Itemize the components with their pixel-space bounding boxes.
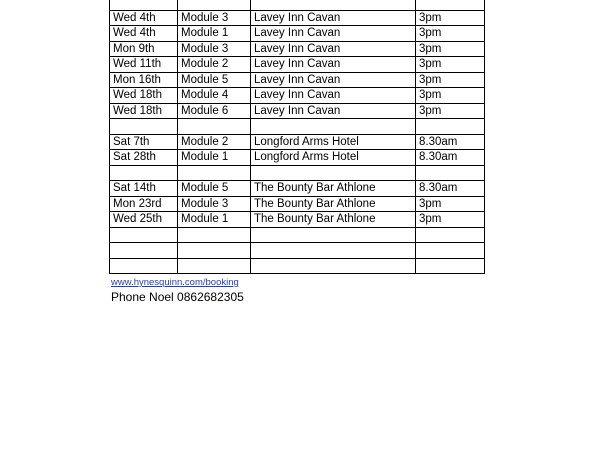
date-cell: Wed 18th bbox=[110, 103, 178, 119]
module-cell: Module 2 bbox=[178, 134, 251, 150]
date-cell: Mon 16th bbox=[110, 72, 178, 88]
date-cell bbox=[110, 0, 178, 10]
date-cell: Mon 23rd bbox=[110, 196, 178, 212]
schedule-table bbox=[109, 0, 485, 274]
module-cell bbox=[178, 243, 251, 259]
time-cell: 3pm bbox=[416, 103, 485, 119]
time-cell: 3pm bbox=[416, 10, 485, 26]
venue-cell: Lavey Inn Cavan bbox=[251, 41, 416, 57]
venue-cell: Lavey Inn Cavan bbox=[251, 10, 416, 26]
module-cell: Module 4 bbox=[178, 88, 251, 104]
time-cell bbox=[416, 227, 485, 243]
time-cell: 8.30am bbox=[416, 134, 485, 150]
date-cell bbox=[110, 258, 178, 274]
module-cell: Module 5 bbox=[178, 72, 251, 88]
time-cell: 8.30am bbox=[416, 150, 485, 166]
time-cell bbox=[416, 243, 485, 259]
venue-cell bbox=[251, 119, 416, 135]
table-row bbox=[110, 196, 485, 212]
date-cell: Sat 28th bbox=[110, 150, 178, 166]
time-cell: 3pm bbox=[416, 88, 485, 104]
time-cell: 3pm bbox=[416, 72, 485, 88]
table-row bbox=[110, 26, 485, 42]
table-row bbox=[110, 134, 485, 150]
date-cell: Wed 4th bbox=[110, 10, 178, 26]
table-row bbox=[110, 119, 485, 135]
time-cell bbox=[416, 0, 485, 10]
venue-cell bbox=[251, 258, 416, 274]
module-cell bbox=[178, 258, 251, 274]
time-cell bbox=[416, 258, 485, 274]
table-row bbox=[110, 150, 485, 166]
schedule-body bbox=[110, 0, 485, 274]
time-cell: 3pm bbox=[416, 212, 485, 228]
venue-cell bbox=[251, 165, 416, 181]
venue-cell: Lavey Inn Cavan bbox=[251, 26, 416, 42]
table-row bbox=[110, 165, 485, 181]
module-cell bbox=[178, 227, 251, 243]
table-row bbox=[110, 258, 485, 274]
venue-cell: Longford Arms Hotel bbox=[251, 134, 416, 150]
venue-cell: Lavey Inn Cavan bbox=[251, 72, 416, 88]
module-cell: Module 5 bbox=[178, 181, 251, 197]
venue-cell bbox=[251, 0, 416, 10]
module-cell: Module 2 bbox=[178, 57, 251, 73]
module-cell: Module 1 bbox=[178, 212, 251, 228]
venue-cell: The Bounty Bar Athlone bbox=[251, 212, 416, 228]
module-cell bbox=[178, 0, 251, 10]
table-row bbox=[110, 103, 485, 119]
booking-link[interactable]: www.hynesquinn.com/booking bbox=[111, 277, 239, 288]
date-cell: Sat 14th bbox=[110, 181, 178, 197]
phone-contact: Phone Noel 0862682305 bbox=[111, 290, 244, 304]
venue-cell: Lavey Inn Cavan bbox=[251, 88, 416, 104]
module-cell bbox=[178, 165, 251, 181]
date-cell bbox=[110, 119, 178, 135]
module-cell: Module 1 bbox=[178, 26, 251, 42]
table-row bbox=[110, 227, 485, 243]
module-cell: Module 3 bbox=[178, 10, 251, 26]
time-cell bbox=[416, 165, 485, 181]
table-row bbox=[110, 181, 485, 197]
time-cell bbox=[416, 119, 485, 135]
time-cell: 3pm bbox=[416, 41, 485, 57]
table-row bbox=[110, 88, 485, 104]
date-cell bbox=[110, 243, 178, 259]
table-row bbox=[110, 41, 485, 57]
module-cell bbox=[178, 119, 251, 135]
table-row bbox=[110, 10, 485, 26]
table-row bbox=[110, 0, 485, 10]
table-row bbox=[110, 72, 485, 88]
venue-cell bbox=[251, 243, 416, 259]
venue-cell: The Bounty Bar Athlone bbox=[251, 196, 416, 212]
venue-cell bbox=[251, 227, 416, 243]
module-cell: Module 3 bbox=[178, 41, 251, 57]
time-cell: 3pm bbox=[416, 196, 485, 212]
module-cell: Module 1 bbox=[178, 150, 251, 166]
date-cell: Wed 4th bbox=[110, 26, 178, 42]
module-cell: Module 3 bbox=[178, 196, 251, 212]
table-row bbox=[110, 243, 485, 259]
venue-cell: Lavey Inn Cavan bbox=[251, 57, 416, 73]
time-cell: 8.30am bbox=[416, 181, 485, 197]
time-cell: 3pm bbox=[416, 26, 485, 42]
date-cell: Sat 7th bbox=[110, 134, 178, 150]
time-cell: 3pm bbox=[416, 57, 485, 73]
date-cell bbox=[110, 227, 178, 243]
date-cell: Wed 25th bbox=[110, 212, 178, 228]
venue-cell: Longford Arms Hotel bbox=[251, 150, 416, 166]
table-row bbox=[110, 212, 485, 228]
date-cell: Wed 11th bbox=[110, 57, 178, 73]
table-row bbox=[110, 57, 485, 73]
date-cell: Mon 9th bbox=[110, 41, 178, 57]
module-cell: Module 6 bbox=[178, 103, 251, 119]
venue-cell: Lavey Inn Cavan bbox=[251, 103, 416, 119]
venue-cell: The Bounty Bar Athlone bbox=[251, 181, 416, 197]
date-cell bbox=[110, 165, 178, 181]
date-cell: Wed 18th bbox=[110, 88, 178, 104]
